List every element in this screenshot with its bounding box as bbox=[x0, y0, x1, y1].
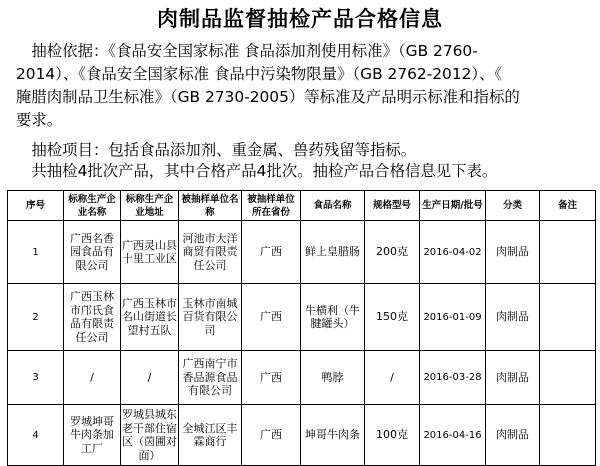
cell-production-date: 2016-04-02 bbox=[420, 221, 486, 284]
cell-manufacturer: / bbox=[64, 351, 121, 405]
cell-remarks bbox=[540, 221, 596, 284]
cell-category: 肉制品 bbox=[486, 405, 540, 466]
cell-manufacturer-address: 广西玉林市名山街道长望村五队 bbox=[121, 284, 179, 351]
cell-manufacturer-address: 广西灵山县十里工业区 bbox=[121, 221, 179, 284]
cell-province: 广西 bbox=[242, 221, 301, 284]
cell-spec: 100克 bbox=[365, 405, 420, 466]
table-row bbox=[8, 284, 596, 351]
header-cell-index: 序号 bbox=[8, 191, 64, 221]
cell-category: 肉制品 bbox=[486, 284, 540, 351]
basis-line: 要求。 bbox=[16, 111, 63, 129]
cell-manufacturer: 广西玉林市邝氏食品有限责任公司 bbox=[64, 284, 121, 351]
header-cell-remarks: 备注 bbox=[540, 191, 596, 221]
cell-food-name: 鸭脖 bbox=[301, 351, 365, 405]
basis-line: 腌腊肉制品卫生标准》（GB 2730-2005）等标准及产品明示标准和指标的 bbox=[16, 88, 520, 106]
cell-food-name: 鲜上皇腊肠 bbox=[301, 221, 365, 284]
cell-production-date: 2016-01-09 bbox=[420, 284, 486, 351]
header-cell-food-name: 食品名称 bbox=[301, 191, 365, 221]
cell-remarks bbox=[540, 351, 596, 405]
cell-manufacturer: 罗城坤哥牛肉条加工厂 bbox=[64, 405, 121, 466]
header-cell-spec: 规格型号 bbox=[365, 191, 420, 221]
cell-manufacturer: 广西名香园食品有限公司 bbox=[64, 221, 121, 284]
cell-production-date: 2016-03-28 bbox=[420, 351, 486, 405]
cell-production-date: 2016-04-16 bbox=[420, 405, 486, 466]
table-row bbox=[8, 221, 596, 284]
header-cell-category: 分类 bbox=[486, 191, 540, 221]
table-row bbox=[8, 405, 596, 466]
table-header-row bbox=[8, 191, 596, 221]
results-table bbox=[7, 190, 596, 466]
header-cell-manufacturer: 标称生产企业名称 bbox=[64, 191, 121, 221]
basis-line: 抽检依据：《食品安全国家标准 食品添加剂使用标准》（GB 2760- bbox=[16, 42, 478, 60]
summary-paragraph: 共抽检4批次产品，其中合格产品4批次。抽检产品合格信息见下表。 bbox=[16, 162, 498, 180]
cell-sampled-unit: 广西南宁市香品源食品有限公司 bbox=[179, 351, 242, 405]
header-cell-province: 被抽样单位所在省份 bbox=[242, 191, 301, 221]
cell-remarks bbox=[540, 405, 596, 466]
cell-sampled-unit: 河池市大洋商贸有限责任公司 bbox=[179, 221, 242, 284]
cell-manufacturer-address: / bbox=[121, 351, 179, 405]
cell-manufacturer-address: 罗城县城东老干部住宿区（茵圃对面） bbox=[121, 405, 179, 466]
cell-index: 4 bbox=[8, 405, 64, 466]
cell-category: 肉制品 bbox=[486, 221, 540, 284]
cell-food-name: 牛横利（牛腱罐头） bbox=[301, 284, 365, 351]
cell-province: 广西 bbox=[242, 351, 301, 405]
table-row bbox=[8, 351, 596, 405]
cell-index: 3 bbox=[8, 351, 64, 405]
cell-index: 2 bbox=[8, 284, 64, 351]
inspection-items-paragraph: 抽检项目：包括食品添加剂、重金属、兽药残留等指标。 bbox=[16, 141, 417, 159]
cell-spec: 150克 bbox=[365, 284, 420, 351]
cell-food-name: 坤哥牛肉条 bbox=[301, 405, 365, 466]
header-cell-sampled-unit: 被抽样单位名称 bbox=[179, 191, 242, 221]
cell-index: 1 bbox=[8, 221, 64, 284]
cell-category: 肉制品 bbox=[486, 351, 540, 405]
inspection-basis-paragraph bbox=[16, 40, 592, 132]
page-title: 肉制品监督抽检产品合格信息 bbox=[157, 7, 443, 31]
cell-sampled-unit: 玉林市南城百货有限公司 bbox=[179, 284, 242, 351]
cell-sampled-unit: 全城江区丰霖商行 bbox=[179, 405, 242, 466]
cell-remarks bbox=[540, 284, 596, 351]
header-cell-production-date: 生产日期/批号 bbox=[420, 191, 486, 221]
basis-line: 2014）、《食品安全国家标准 食品中污染物限量》（GB 2762-2012）、《 bbox=[16, 65, 503, 83]
cell-spec: / bbox=[365, 351, 420, 405]
header-cell-manufacturer-address: 标称生产企业地址 bbox=[121, 191, 179, 221]
cell-spec: 200克 bbox=[365, 221, 420, 284]
cell-province: 广西 bbox=[242, 405, 301, 466]
cell-province: 广西 bbox=[242, 284, 301, 351]
